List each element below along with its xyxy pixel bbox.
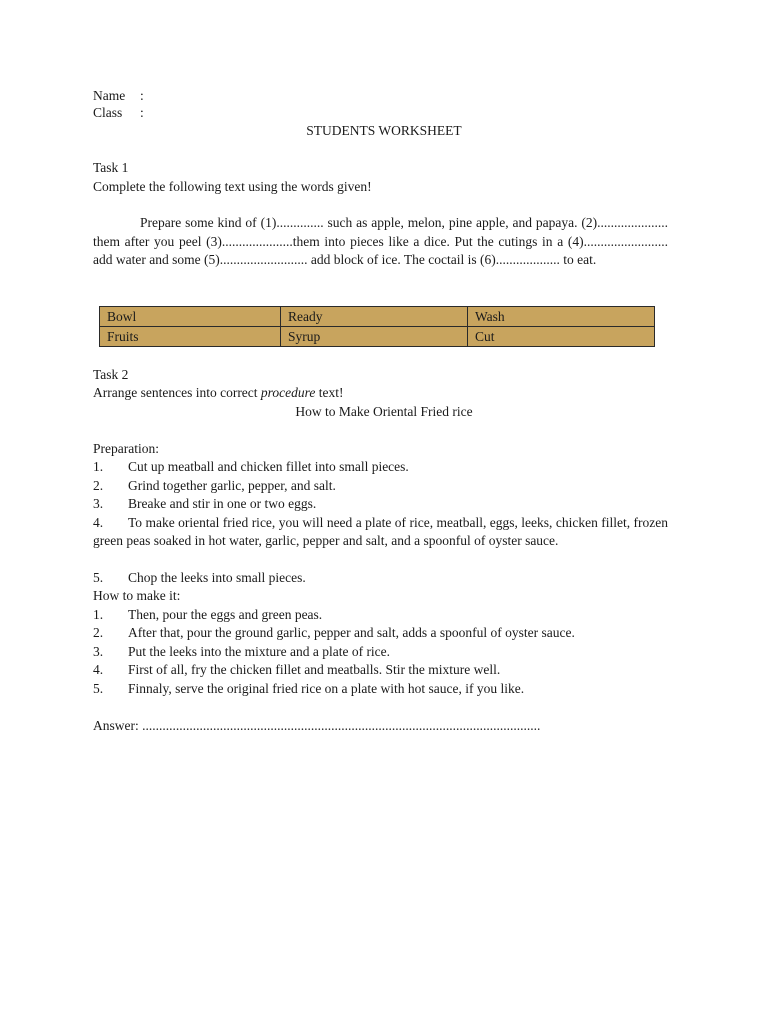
preparation-label: Preparation: <box>93 441 159 456</box>
list-item <box>93 569 306 587</box>
list-item <box>93 606 322 624</box>
answer-label: Answer: <box>93 718 139 733</box>
instruction-italic: procedure <box>260 385 316 400</box>
table-cell: Cut <box>468 327 655 347</box>
task1-heading: Task 1 <box>93 160 129 175</box>
list-item <box>93 661 500 679</box>
item-text: Put the leeks into the mixture and a plate of rice. <box>128 644 391 659</box>
item-number: 5. <box>93 681 104 696</box>
name-line <box>93 87 144 105</box>
item-number: 4. <box>93 515 104 530</box>
table-cell: Syrup <box>281 327 468 347</box>
class-line <box>93 104 144 122</box>
table-cell: Wash <box>468 307 655 327</box>
item-text: Cut up meatball and chicken fillet into small pieces. <box>128 459 409 474</box>
list-item <box>93 643 390 661</box>
item-number: 2. <box>93 625 104 640</box>
name-colon: : <box>140 88 144 103</box>
item-text: After that, pour the ground garlic, pepper and salt, adds a spoonful of oyster sauce. <box>128 625 575 640</box>
table-row <box>100 327 655 347</box>
class-label: Class <box>93 105 123 120</box>
item-number: 3. <box>93 644 104 659</box>
instruction-text-end: text! <box>315 385 344 400</box>
answer-blank[interactable]: ...................................................................................................................... <box>142 718 541 733</box>
list-item <box>93 458 409 476</box>
name-label: Name <box>93 88 126 103</box>
item-number: 2. <box>93 478 104 493</box>
class-colon: : <box>140 105 144 120</box>
item-text: Breake and stir in one or two eggs. <box>128 496 317 511</box>
list-item <box>93 680 524 698</box>
answer-line <box>93 717 540 735</box>
item-text: First of all, fry the chicken fillet and meatballs. Stir the mixture well. <box>128 662 501 677</box>
item-number: 1. <box>93 607 104 622</box>
recipe-title: How to Make Oriental Fried rice <box>295 404 473 419</box>
task1-instruction: Complete the following text using the words given! <box>93 179 372 194</box>
task2-heading: Task 2 <box>93 367 129 382</box>
word-bank-table <box>99 306 655 347</box>
item-number: 3. <box>93 496 104 511</box>
howto-label: How to make it: <box>93 588 181 603</box>
task1-paragraph: Prepare some kind of (1).............. such as apple, melon, pine apple, and papaya. (2)..................... them after you peel (3).....................them into pieces like a dice. Put the cutings in a (4)......................... add water and some (5).......................... add block of ice. The coctail is (6)................... to eat. <box>93 215 668 268</box>
table-cell: Fruits <box>100 327 281 347</box>
item-text: Chop the leeks into small pieces. <box>128 570 306 585</box>
table-row <box>100 307 655 327</box>
item-text: Grind together garlic, pepper, and salt. <box>128 478 336 493</box>
table-cell: Ready <box>281 307 468 327</box>
list-item <box>93 477 336 495</box>
item-number: 5. <box>93 570 104 585</box>
list-item <box>93 624 575 642</box>
item-text: To make oriental fried rice, you will need a plate of rice, meatball, eggs, leeks, chicken fillet, frozen green peas soaked in hot water, garlic, pepper and salt, and a spoonful of oyster sauce. <box>93 515 668 549</box>
worksheet-title: STUDENTS WORKSHEET <box>306 123 462 138</box>
instruction-text: Arrange sentences into correct <box>93 385 261 400</box>
item-number: 4. <box>93 662 104 677</box>
table-cell: Bowl <box>100 307 281 327</box>
list-item <box>93 495 316 513</box>
task2-instruction <box>93 384 344 402</box>
item-text: Then, pour the eggs and green peas. <box>128 607 323 622</box>
item-text: Finnaly, serve the original fried rice on a plate with hot sauce, if you like. <box>128 681 525 696</box>
item-number: 1. <box>93 459 104 474</box>
list-item <box>93 514 668 550</box>
